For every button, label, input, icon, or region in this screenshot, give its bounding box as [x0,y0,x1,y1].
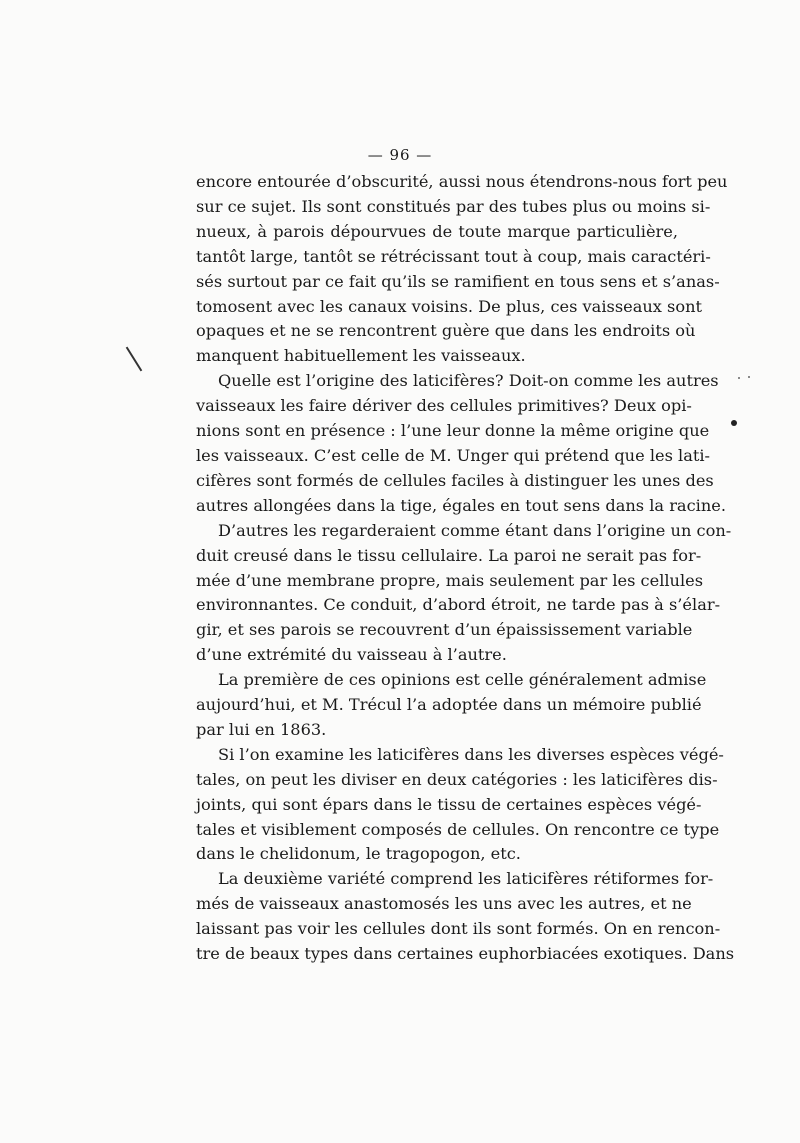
text-line: Quelle est l’origine des laticifères? Doit-on comme les autres [218,371,719,391]
text-line: opaques et ne se rencontrent guère que dans les endroits où [196,321,696,341]
text-line: mée d’une membrane propre, mais seulement par les cellules [196,570,704,590]
page-number: — 96 — [367,146,433,164]
text-line: cifères sont formés de cellules faciles à distinguer les unes des [196,470,714,490]
text-line: nions sont en présence : l’une leur donne la même origine que [196,421,710,441]
text-line: La deuxième variété comprend les laticifères rétiformes for- [218,869,714,889]
margin-specks [738,376,752,380]
text-line: d’une extrémité du vaisseau à l’autre. [196,645,507,665]
text-line: dans le chelidonum, le tragopogon, etc. [196,844,521,864]
text-line: tales, on peut les diviser en deux catégories : les laticifères dis- [196,769,718,789]
text-line: joints, qui sont épars dans le tissu de certaines espèces végé- [196,794,702,814]
text-line: Si l’on examine les laticifères dans les diverses espèces végé- [218,744,724,764]
text-line: les vaisseaux. C’est celle de M. Unger qui prétend que les lati- [196,445,711,465]
body-text [196,170,735,967]
text-line: sés surtout par ce fait qu’ils se ramifient en tous sens et s’anas- [196,271,720,291]
text-line: environnantes. Ce conduit, d’abord étroit, ne tarde pas à s’élar- [196,595,721,615]
text-line: tantôt large, tantôt se rétrécissant tout à coup, mais caractéri- [196,246,711,266]
text-line: gir, et ses parois se recouvrent d’un épaississement variable [196,620,693,640]
text-line: La première de ces opinions est celle généralement admise [218,670,707,690]
text-line: sur ce sujet. Ils sont constitués par des tubes plus ou moins si- [196,196,711,216]
text-line: aujourd’hui, et M. Trécul l’a adoptée dans un mémoire publié [196,695,702,715]
margin-pen-mark [126,347,143,372]
text-line: tales et visiblement composés de cellules. On rencontre ce type [196,819,720,839]
text-line: laissant pas voir les cellules dont ils sont formés. On en rencon- [196,919,721,939]
margin-ink-dot [731,420,737,426]
text-line: autres allongées dans la tige, égales en tout sens dans la racine. [196,495,726,515]
text-line: més de vaisseaux anastomosés les uns avec les autres, et ne [196,894,692,914]
text-line: tre de beaux types dans certaines euphorbiacées exotiques. Dans [196,944,735,964]
text-line: manquent habituellement les vaisseaux. [196,346,526,366]
text-line: duit creusé dans le tissu cellulaire. La paroi ne serait pas for- [196,545,702,565]
text-line: tomosent avec les canaux voisins. De plus, ces vaisseaux sont [196,296,703,316]
text-line: nueux, à parois dépourvues de toute marque particulière, [196,221,678,241]
text-line: par lui en 1863. [196,719,327,739]
text-line: D’autres les regarderaient comme étant dans l’origine un con- [218,520,732,540]
text-line: encore entourée d’obscurité, aussi nous étendrons-nous fort peu [196,172,728,191]
text-line: vaisseaux les faire dériver des cellules primitives? Deux opi- [196,396,692,416]
